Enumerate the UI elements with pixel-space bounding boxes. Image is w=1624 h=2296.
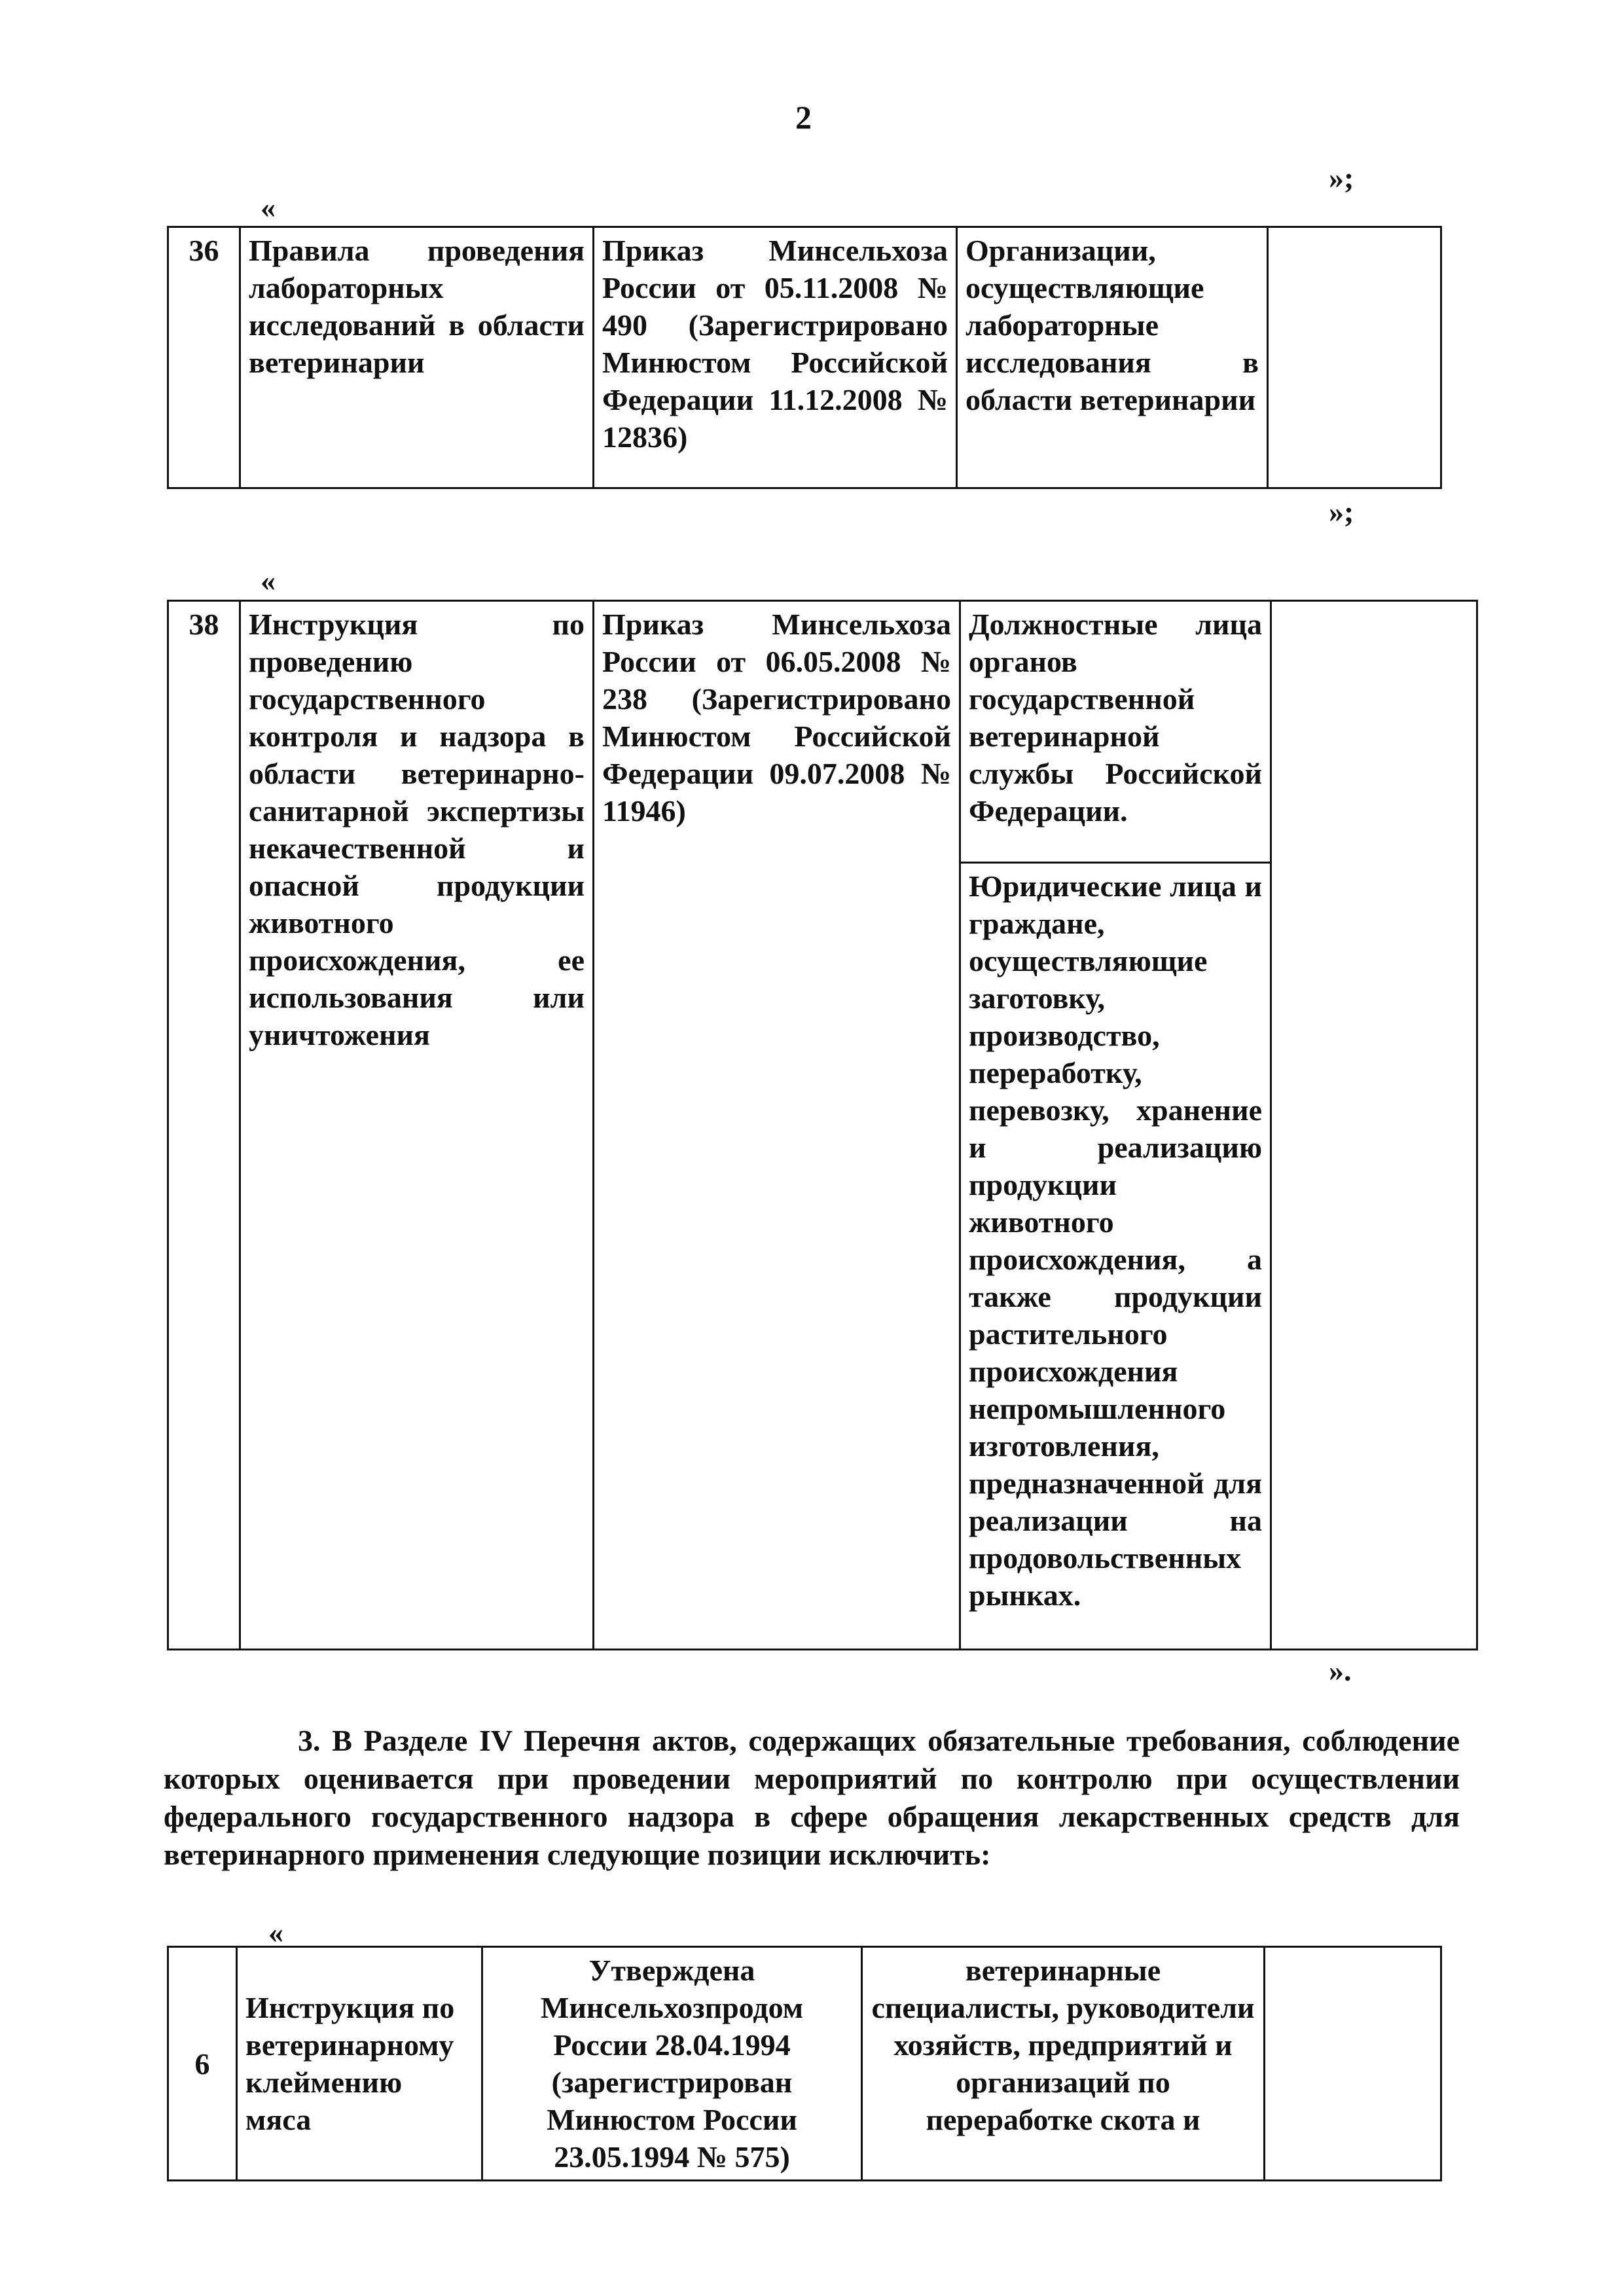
- act-title: Инструкция по проведению государственного контроля и надзора в области ветеринарно-санитарной экспертизы некачественной и опасной продукции животного происхождения, ее использования или уничтожения: [240, 601, 594, 1650]
- table-row: [168, 227, 1441, 488]
- row-number: 38: [168, 601, 240, 1650]
- acts-table-row-36: [167, 226, 1442, 489]
- row-number: 6: [168, 1947, 237, 2181]
- table-row: [168, 601, 1477, 863]
- empty-cell: [1265, 1947, 1441, 2181]
- act-title: Правила проведения лабораторных исследований в области ветеринарии: [240, 227, 594, 488]
- row-number: 36: [168, 227, 240, 488]
- subjects-cell: Организации, осуществляющие лабораторные исследования в области ветеринарии: [957, 227, 1268, 488]
- closing-quote: ».: [1329, 1654, 1352, 1687]
- act-requisites: Приказ Минсельхоза России от 05.11.2008 № 490 (Зарегистрировано Минюстом Российской Федерации 11.12.2008 № 12836): [594, 227, 957, 488]
- subjects-cell: Должностные лица органов государственной ветеринарной службы Российской Федерации.: [960, 601, 1271, 863]
- paragraph-3: 3. В Разделе IV Перечня актов, содержащих обязательные требования, соблюдение которых оценивается при проведении мероприятий по контролю при осуществлении федерального государственного надзора в сфере обращения лекарственных средств для ветеринарного применения следующие позиции исключить:: [164, 1724, 1460, 1871]
- subjects-cell: Юридические лица и граждане, осуществляющие заготовку, производство, переработку, перевозку, хранение и реализацию продукции животного происхождения, а также продукции растительного происхождения непромышленного изготовления, предназначенной для реализации на продовольственных рынках.: [960, 863, 1271, 1650]
- page-number: 2: [795, 99, 812, 136]
- closing-quote: »;: [1329, 495, 1354, 528]
- empty-cell: [1271, 601, 1477, 1650]
- acts-table-row-38: [167, 600, 1478, 1650]
- table-row: [168, 1947, 1441, 2181]
- closing-quote: »;: [1329, 161, 1354, 194]
- acts-table-row-6: [167, 1946, 1442, 2181]
- act-requisites: Приказ Минсельхоза России от 06.05.2008 № 238 (Зарегистрировано Минюстом Российской Федерации 09.07.2008 № 11946): [594, 601, 960, 1650]
- subjects-cell: ветеринарные специалисты, руководители хозяйств, предприятий и организаций по переработке скота и: [862, 1947, 1265, 2181]
- empty-cell: [1268, 227, 1441, 488]
- opening-quote: «: [261, 191, 276, 224]
- act-requisites: Утверждена Минсельхозпродом России 28.04.1994 (зарегистрирован Минюстом России 23.05.1994 № 575): [482, 1947, 862, 2181]
- opening-quote: «: [261, 564, 276, 597]
- opening-quote: «: [268, 1916, 283, 1949]
- act-title: Инструкция по ветеринарному клеймению мяса: [237, 1947, 482, 2181]
